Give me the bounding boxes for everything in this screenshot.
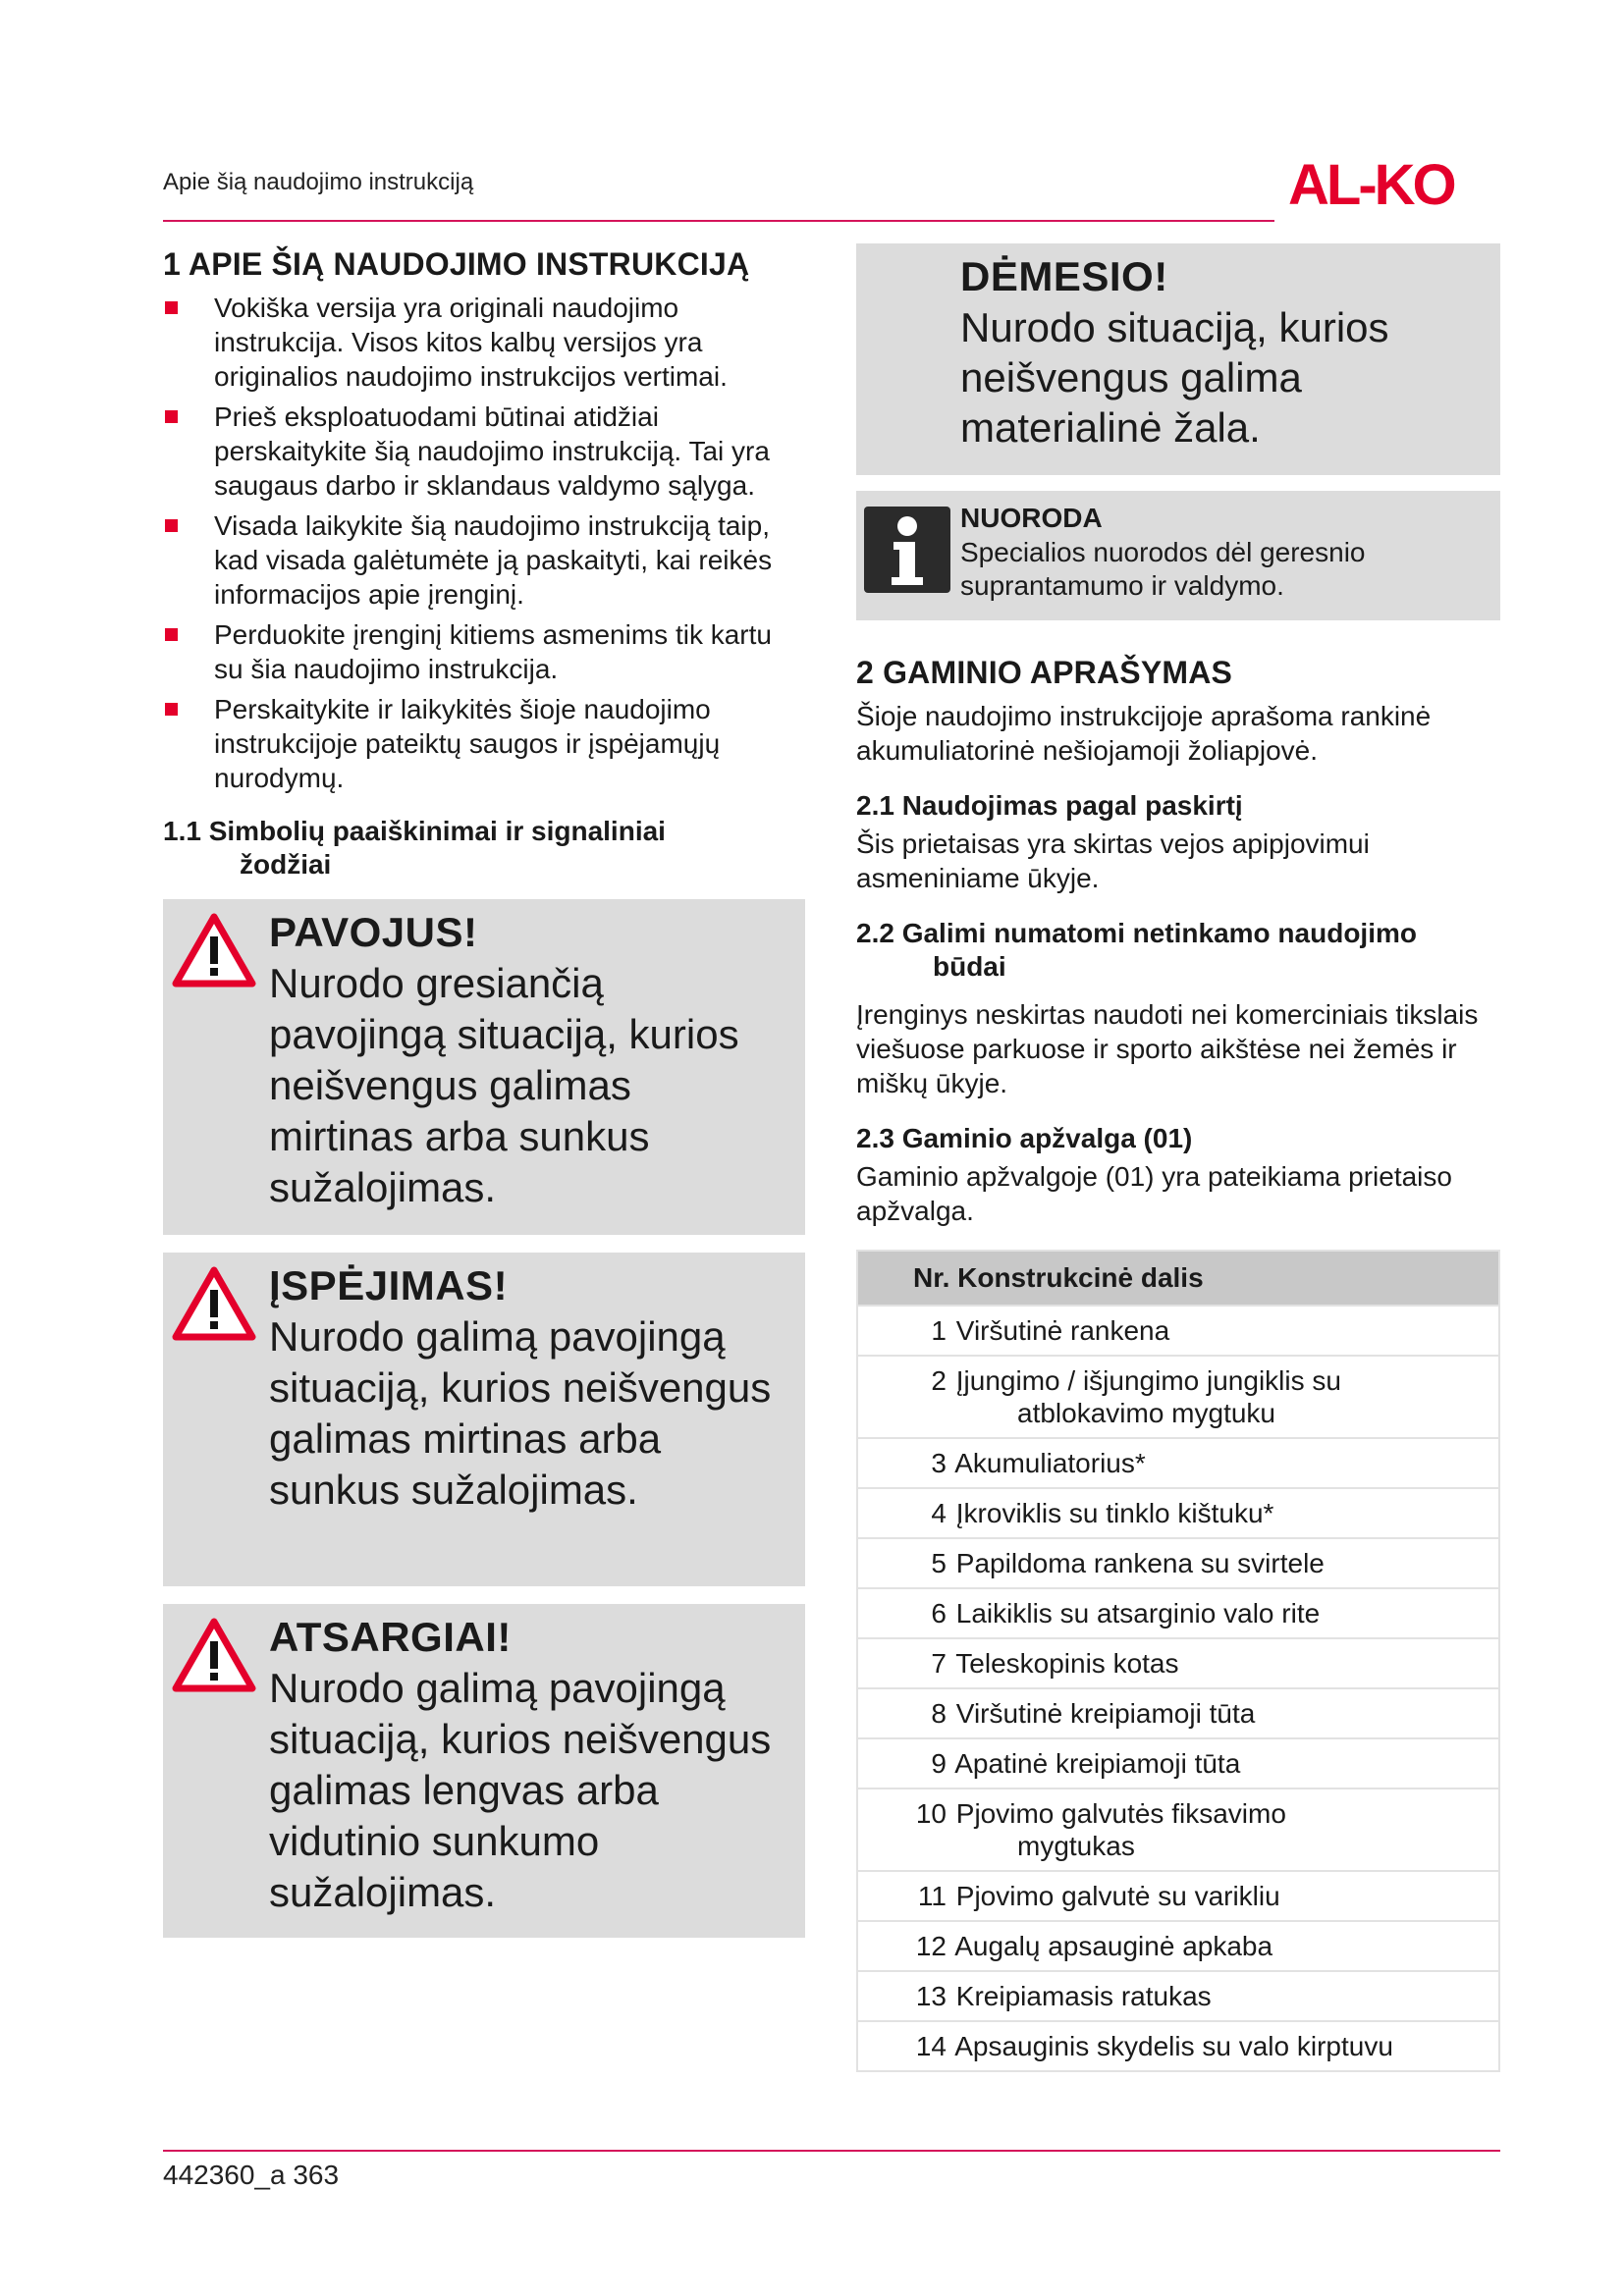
part-label: Kreipiamasis ratukas bbox=[955, 1981, 1212, 2011]
parts-table-row bbox=[857, 1356, 1499, 1438]
part-label: Laikiklis su atsarginio valo rite bbox=[955, 1598, 1321, 1629]
parts-table-row bbox=[857, 2021, 1499, 2071]
part-number: 6 bbox=[931, 1598, 947, 1629]
part-label: Viršutinė rankena bbox=[955, 1315, 1170, 1346]
section-2-2-text: Įrenginys neskirtas naudoti nei komerciniais tikslais viešuose parkuose ir sporto aikštėse nei žemės ir miškų ūkyje. bbox=[856, 999, 1479, 1098]
parts-table bbox=[856, 1250, 1500, 2072]
part-label: Pjovimo galvutės fiksavimo bbox=[955, 1798, 1286, 1829]
part-number: 7 bbox=[931, 1648, 947, 1679]
part-number: 14 bbox=[915, 2031, 947, 2061]
part-label-continued: mygtukas bbox=[1017, 1831, 1135, 1861]
parts-table-header-row bbox=[857, 1251, 1499, 1306]
section-1-bullets bbox=[163, 291, 805, 795]
parts-table-cell bbox=[857, 1588, 1499, 1638]
parts-table-row bbox=[857, 1438, 1499, 1488]
danger-box bbox=[163, 899, 805, 1235]
notice-title: DĖMESIO! bbox=[960, 253, 1168, 299]
left-column bbox=[163, 243, 805, 1955]
caution-text: Nurodo galimą pavojingą situaciją, kurios neišvengus galimas lengvas arba vidutinio sunkumo sužalojimas. bbox=[269, 1665, 772, 1915]
section-2-1-heading: 2.1 Naudojimas pagal paskirtį bbox=[856, 790, 1243, 821]
parts-table-row bbox=[857, 1588, 1499, 1638]
danger-title: PAVOJUS! bbox=[269, 909, 478, 955]
info-text: Specialios nuorodos dėl geresnio suprantamumo ir valdymo. bbox=[960, 537, 1366, 601]
alko-logo bbox=[1288, 155, 1500, 212]
part-number: 5 bbox=[931, 1548, 947, 1578]
parts-table-cell bbox=[857, 1871, 1499, 1921]
part-label: Akumuliatorius* bbox=[954, 1448, 1146, 1478]
notice-text: Nurodo situaciją, kurios neišvengus galima materialinė žala. bbox=[960, 304, 1389, 451]
section-2-3-heading: 2.3 Gaminio apžvalga (01) bbox=[856, 1123, 1193, 1153]
bullet-square-icon bbox=[165, 519, 178, 532]
bullet-square-icon bbox=[165, 410, 178, 423]
bullet-square-icon bbox=[165, 628, 178, 641]
warning-title: ĮSPĖJIMAS! bbox=[269, 1262, 509, 1308]
parts-table-row bbox=[857, 1538, 1499, 1588]
running-header: Apie šią naudojimo instrukciją bbox=[163, 169, 474, 195]
parts-table-cell bbox=[857, 1688, 1499, 1738]
parts-table-cell bbox=[857, 1356, 1499, 1438]
parts-table-row bbox=[857, 1921, 1499, 1971]
section-1-1-heading: 1.1 Simbolių paaiškinimai ir signaliniai žodžiai bbox=[163, 816, 666, 880]
parts-table-cell bbox=[857, 1921, 1499, 1971]
right-column bbox=[856, 243, 1500, 2072]
parts-table-row bbox=[857, 1638, 1499, 1688]
parts-table-row bbox=[857, 1738, 1499, 1789]
bullet-item: Prieš eksploatuodami būtinai atidžiai perskaitykite šią naudojimo instrukciją. Tai yra saugaus darbo ir sklandaus valdymo sąlyga. bbox=[163, 400, 805, 503]
parts-table-cell bbox=[857, 1738, 1499, 1789]
part-label: Teleskopinis kotas bbox=[955, 1648, 1179, 1679]
warning-box bbox=[163, 1253, 805, 1586]
part-number: 1 bbox=[931, 1315, 947, 1346]
info-title: NUORODA bbox=[960, 503, 1103, 533]
part-label-continued: atblokavimo mygtuku bbox=[1017, 1398, 1276, 1428]
part-number: 2 bbox=[931, 1365, 947, 1396]
notice-box bbox=[856, 243, 1500, 475]
part-label: Viršutinė kreipiamoji tūta bbox=[955, 1698, 1256, 1729]
parts-table-cell bbox=[857, 2021, 1499, 2071]
parts-table-cell bbox=[857, 1789, 1499, 1871]
bullet-item: Perskaitykite ir laikykitės šioje naudojimo instrukcijoje pateiktų saugos ir įspėjamųjų nurodymų. bbox=[163, 692, 805, 795]
part-label: Įjungimo / išjungimo jungiklis su bbox=[955, 1365, 1341, 1396]
parts-table-row bbox=[857, 1971, 1499, 2021]
part-label: Papildoma rankena su svirtele bbox=[955, 1548, 1325, 1578]
parts-table-cell bbox=[857, 1971, 1499, 2021]
footer-doc-code: 442360_a 363 bbox=[163, 2160, 340, 2190]
section-2-2-heading: 2.2 Galimi numatomi netinkamo naudojimo būdai bbox=[856, 918, 1417, 982]
bullet-square-icon bbox=[165, 703, 178, 716]
warning-triangle-icon bbox=[171, 911, 257, 989]
bullet-square-icon bbox=[165, 301, 178, 314]
info-icon bbox=[864, 507, 950, 593]
footer-rule bbox=[163, 2150, 1500, 2152]
part-number: 4 bbox=[931, 1498, 947, 1528]
section-2-heading: 2 GAMINIO APRAŠYMAS bbox=[856, 655, 1233, 690]
part-number: 3 bbox=[931, 1448, 947, 1478]
part-label: Įkroviklis su tinklo kištuku* bbox=[955, 1498, 1274, 1528]
section-2-3-text: Gaminio apžvalgoje (01) yra pateikiama prietaiso apžvalga. bbox=[856, 1161, 1452, 1226]
bullet-item: Vokiška versija yra originali naudojimo instrukcija. Visos kitos kalbų versijos yra originalios naudojimo instrukcijos vertimai. bbox=[163, 291, 805, 394]
section-2-intro: Šioje naudojimo instrukcijoje aprašoma rankinė akumuliatorinė nešiojamoji žoliapjovė. bbox=[856, 701, 1432, 766]
parts-table-row bbox=[857, 1306, 1499, 1356]
warning-triangle-icon bbox=[171, 1264, 257, 1343]
bullet-item: Visada laikykite šią naudojimo instrukciją taip, kad visada galėtumėte ją paskaityti, kai reikės informacijos apie įrenginį. bbox=[163, 508, 805, 612]
part-label: Apsauginis skydelis su valo kirptuvu bbox=[954, 2031, 1393, 2061]
parts-table-row bbox=[857, 1488, 1499, 1538]
part-number: 9 bbox=[931, 1748, 947, 1779]
parts-table-cell bbox=[857, 1538, 1499, 1588]
parts-table-row bbox=[857, 1789, 1499, 1871]
danger-text: Nurodo gresiančią pavojingą situaciją, kurios neišvengus galimas mirtinas arba sunkus sužalojimas. bbox=[269, 960, 739, 1210]
caution-title: ATSARGIAI! bbox=[269, 1614, 512, 1660]
section-1-heading: 1 APIE ŠIĄ NAUDOJIMO INSTRUKCIJĄ bbox=[163, 246, 750, 282]
svg-text:AL-KO: AL-KO bbox=[1288, 155, 1454, 212]
part-number: 11 bbox=[917, 1881, 947, 1911]
info-box bbox=[856, 491, 1500, 620]
parts-table-header: Nr. Konstrukcinė dalis bbox=[857, 1251, 1499, 1306]
part-number: 13 bbox=[915, 1981, 947, 2011]
caution-box bbox=[163, 1604, 805, 1938]
part-number: 12 bbox=[915, 1931, 947, 1961]
parts-table-cell bbox=[857, 1438, 1499, 1488]
header-rule bbox=[163, 220, 1274, 222]
part-label: Augalų apsauginė apkaba bbox=[954, 1931, 1273, 1961]
parts-table-row bbox=[857, 1688, 1499, 1738]
part-label: Apatinė kreipiamoji tūta bbox=[954, 1748, 1241, 1779]
bullet-item: Perduokite įrenginį kitiems asmenims tik kartu su šia naudojimo instrukcija. bbox=[163, 617, 805, 686]
part-label: Pjovimo galvutė su varikliu bbox=[955, 1881, 1280, 1911]
warning-triangle-icon bbox=[171, 1616, 257, 1694]
parts-table-cell bbox=[857, 1638, 1499, 1688]
part-number: 8 bbox=[931, 1698, 947, 1729]
warning-text: Nurodo galimą pavojingą situaciją, kurios neišvengus galimas mirtinas arba sunkus sužalojimas. bbox=[269, 1313, 772, 1513]
part-number: 10 bbox=[915, 1798, 947, 1829]
parts-table-cell bbox=[857, 1488, 1499, 1538]
section-2-1-text: Šis prietaisas yra skirtas vejos apipjovimui asmeniniame ūkyje. bbox=[856, 828, 1370, 893]
parts-table-row bbox=[857, 1871, 1499, 1921]
parts-table-body bbox=[857, 1306, 1499, 2071]
parts-table-cell bbox=[857, 1306, 1499, 1356]
